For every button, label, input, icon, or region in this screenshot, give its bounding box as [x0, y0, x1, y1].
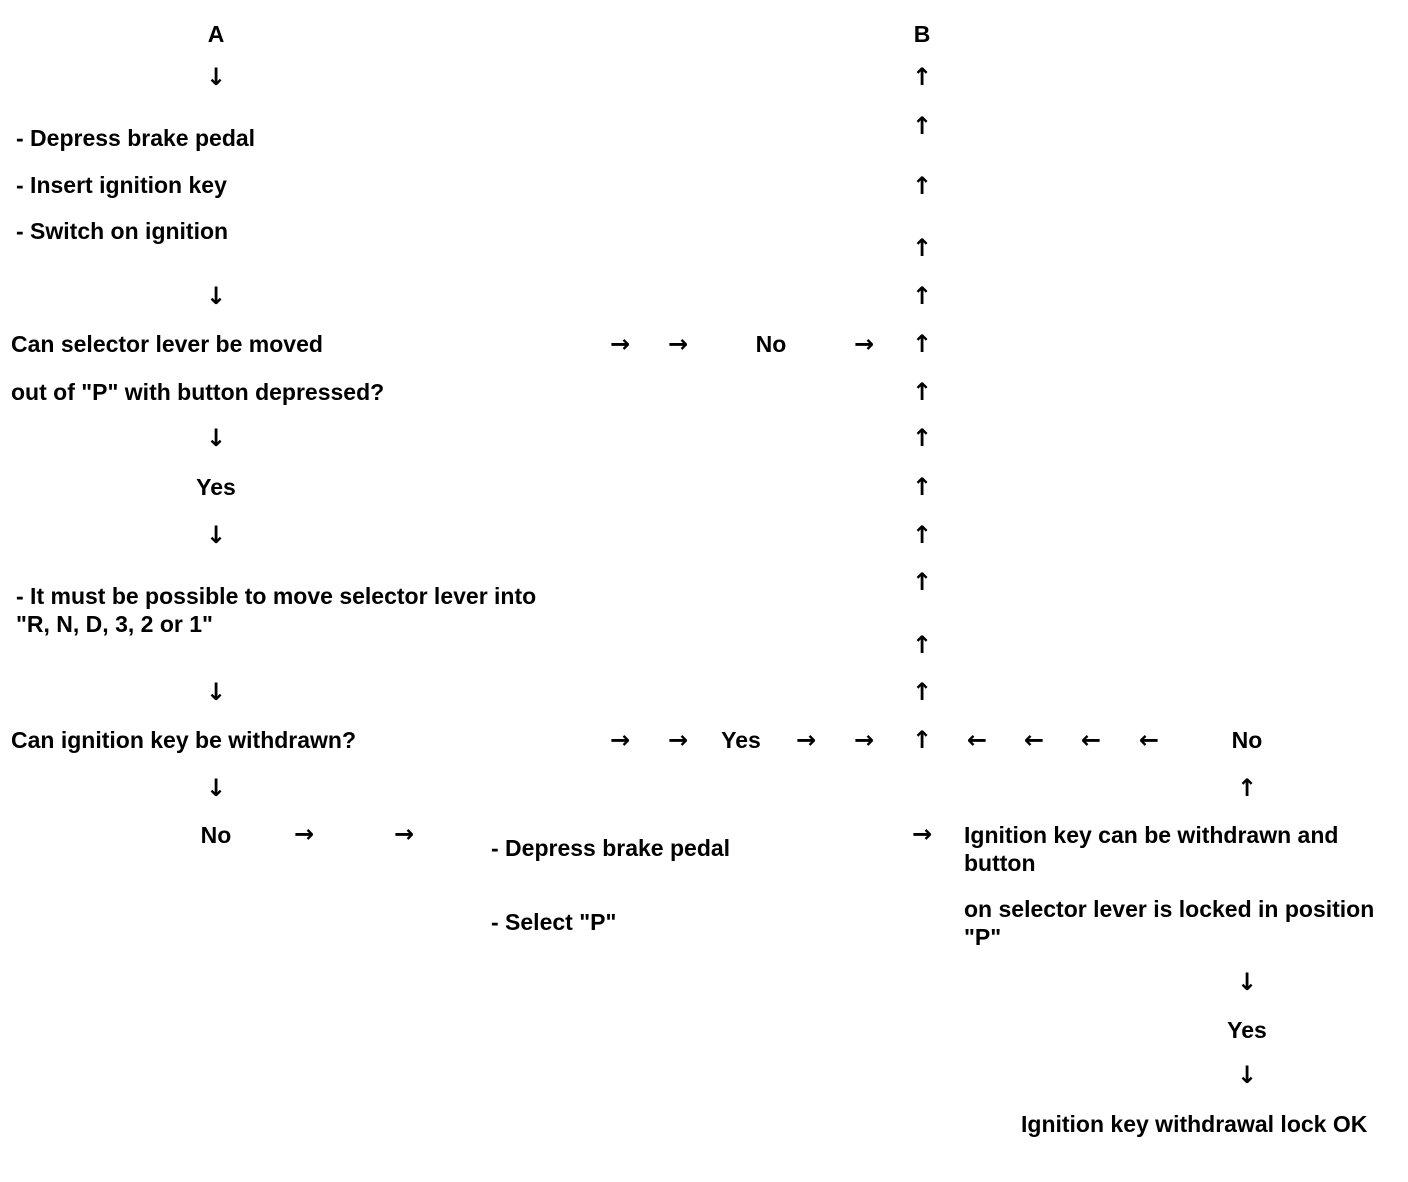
left-arrow-icon: ← — [1138, 726, 1160, 754]
step-depress-brake: - Depress brake pedal — [16, 125, 256, 151]
step-switch-ignition: - Switch on ignition — [16, 218, 229, 244]
up-arrow-icon: ↑ — [911, 678, 933, 706]
right-arrow-icon: → — [667, 726, 689, 754]
answer-no-1: No — [755, 331, 787, 357]
label-a: A — [207, 21, 225, 47]
up-arrow-icon: ↑ — [911, 63, 933, 91]
left-arrow-icon: ← — [1023, 726, 1045, 754]
up-arrow-icon: ↑ — [911, 726, 933, 754]
up-arrow-icon: ↑ — [911, 330, 933, 358]
down-arrow-icon: ↓ — [1236, 1061, 1258, 1089]
left-arrow-icon: ← — [966, 726, 988, 754]
left-arrow-icon: ← — [1080, 726, 1102, 754]
right-arrow-icon: → — [795, 726, 817, 754]
up-arrow-icon: ↑ — [911, 234, 933, 262]
up-arrow-icon: ↑ — [911, 282, 933, 310]
up-arrow-icon: ↑ — [911, 424, 933, 452]
up-arrow-icon: ↑ — [911, 172, 933, 200]
step-insert-key: - Insert ignition key — [16, 172, 227, 198]
action-depress-brake: - Depress brake pedal — [491, 835, 731, 861]
right-arrow-icon: → — [667, 330, 689, 358]
down-arrow-icon: ↓ — [205, 678, 227, 706]
right-arrow-icon: → — [393, 820, 415, 848]
answer-yes-1: Yes — [196, 474, 236, 500]
up-arrow-icon: ↑ — [911, 568, 933, 596]
final-ok: Ignition key withdrawal lock OK — [1021, 1111, 1368, 1137]
result-line1: Ignition key can be withdrawn and button — [964, 822, 1339, 876]
up-arrow-icon: ↑ — [911, 521, 933, 549]
up-arrow-icon: ↑ — [911, 473, 933, 501]
result-line2: on selector lever is locked in position "P" — [964, 896, 1375, 950]
question-selector-line1: Can selector lever be moved — [11, 331, 323, 357]
question-selector-line2: out of "P" with button depressed? — [11, 379, 385, 405]
down-arrow-icon: ↓ — [205, 774, 227, 802]
action-select-p: - Select "P" — [491, 909, 617, 935]
up-arrow-icon: ↑ — [911, 378, 933, 406]
result-yes: Yes — [1227, 1017, 1267, 1043]
answer-no-2: No — [200, 822, 232, 848]
up-arrow-icon: ↑ — [911, 112, 933, 140]
up-arrow-icon: ↑ — [911, 631, 933, 659]
down-arrow-icon: ↓ — [1236, 968, 1258, 996]
right-arrow-icon: → — [853, 330, 875, 358]
right-arrow-icon: → — [609, 726, 631, 754]
question-withdraw-key: Can ignition key be withdrawn? — [11, 727, 357, 753]
result-no: No — [1231, 727, 1263, 753]
step-move-selector-line2: "R, N, D, 3, 2 or 1" — [16, 611, 213, 637]
down-arrow-icon: ↓ — [205, 63, 227, 91]
down-arrow-icon: ↓ — [205, 424, 227, 452]
down-arrow-icon: ↓ — [205, 282, 227, 310]
right-arrow-icon: → — [609, 330, 631, 358]
answer-yes-2: Yes — [721, 727, 761, 753]
label-b: B — [913, 21, 931, 47]
right-arrow-icon: → — [293, 820, 315, 848]
down-arrow-icon: ↓ — [205, 521, 227, 549]
step-move-selector-line1: - It must be possible to move selector lever into — [16, 583, 537, 609]
up-arrow-icon: ↑ — [1236, 774, 1258, 802]
right-arrow-icon: → — [853, 726, 875, 754]
right-arrow-icon: → — [911, 820, 933, 848]
